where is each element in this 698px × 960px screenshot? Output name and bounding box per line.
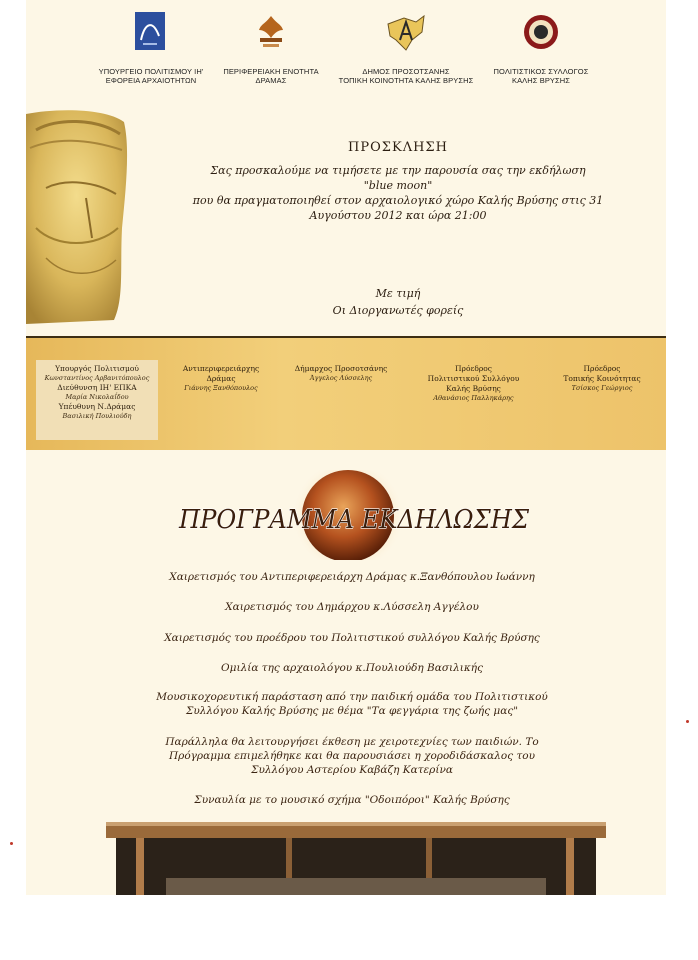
logo-caption-line2: ΚΑΛΗΣ ΒΡΥΣΗΣ <box>511 76 571 85</box>
program-item <box>92 793 612 807</box>
program-item-line: Χαιρετισμός του Αντιπεριφερειάρχη Δράμας κ.Ξανθόπουλου Ιωάννη <box>169 571 535 583</box>
program-item-line: Συλλόγου Αστερίου Καβάζη Κατερίνα <box>251 764 453 776</box>
official-name: Κωνσταντίνος Αρβανιτόπουλος <box>44 374 150 382</box>
program-item-line: Μουσικοχορευτική παράσταση από την παιδική ομάδα του Πολιτιστικού <box>156 691 548 703</box>
logo-caption-line1: ΔΗΜΟΣ ΠΡΟΣΟΤΣΑΝΗΣ <box>362 67 450 76</box>
official-role: Καλής Βρύσης <box>446 384 501 393</box>
ministry-culture-logo-icon <box>131 10 171 56</box>
regional-unit-logo-icon <box>251 10 291 56</box>
official-name: Γιάννης Ξανθόπουλος <box>184 384 258 392</box>
officials-band <box>26 336 666 450</box>
logo-caption-line1: ΠΕΡΙΦΕΡΕΙΑΚΗ ΕΝΟΤΗΤΑ <box>223 67 319 76</box>
program-item <box>92 690 612 718</box>
program-item-line: Παράλληλα θα λειτουργήσει έκθεση με χειροτεχνίες των παιδιών. Το <box>165 736 539 748</box>
official-column <box>281 364 401 383</box>
official-role: Πρόεδρος <box>583 364 621 373</box>
logo-caption-line1: ΥΠΟΥΡΓΕΙΟ ΠΟΛΙΤΙΣΜΟΥ ΙΗ' <box>98 67 204 76</box>
logo-municipality <box>331 10 481 85</box>
program-item-line: Συναυλία με το μουσικό σχήμα "Οδοιπόροι" Καλής Βρύσης <box>194 794 510 806</box>
official-role: Τοπικής Κοινότητας <box>563 374 641 383</box>
official-role: Πρόεδρος <box>455 364 492 373</box>
official-role: Δήμαρχος Προσοτσάνης <box>294 364 388 373</box>
municipality-logo-icon <box>386 10 426 56</box>
invitation-sheet <box>26 0 666 895</box>
program-item <box>92 735 612 777</box>
official-role: Δράμας <box>206 374 236 383</box>
program-item-line: Χαιρετισμός του προέδρου του Πολιτιστικού συλλόγου Καλής Βρύσης <box>164 632 540 644</box>
logo-regional-unit <box>196 10 346 85</box>
program-item <box>92 631 612 645</box>
official-column <box>411 364 536 403</box>
closing-line: Με τιμή <box>375 287 421 300</box>
program-item <box>92 661 612 675</box>
program-item <box>92 600 612 614</box>
official-name: Άγγελος Λύσσελης <box>309 374 373 382</box>
official-role: Πολιτιστικού Συλλόγου <box>427 374 520 383</box>
official-name: Μαρία Νικολαΐδου <box>65 393 129 401</box>
program-item-line: Πρόγραμμα επιμελήθηκε και θα παρουσιάσει η χοροδιδάσκαλος του <box>169 750 535 762</box>
invitation-title: ΠΡΟΣΚΛΗΣΗ <box>348 140 448 155</box>
signature-block <box>130 285 666 319</box>
logo-caption-line1: ΠΟΛΙΤΙΣΤΙΚΟΣ ΣΥΛΛΟΓΟΣ <box>493 67 589 76</box>
invitation-line: που θα πραγματοποιηθεί στον αρχαιολογικό χώρο Καλής Βρύσης στις 31 <box>192 194 604 207</box>
official-column <box>546 364 658 393</box>
program-item-line: Ομιλία της αρχαιολόγου κ.Πουλιούδη Βασιλικής <box>221 662 483 674</box>
scan-speck <box>686 720 689 723</box>
program-item-line: Συλλόγου Καλής Βρύσης με θέμα "Τα φεγγάρια της ζωής μας" <box>185 705 519 717</box>
invitation-text <box>130 140 666 223</box>
logo-caption-line2: ΤΟΠΙΚΗ ΚΟΙΝΟΤΗΤΑ ΚΑΛΗΣ ΒΡΥΣΗΣ <box>338 76 474 85</box>
scan-speck <box>10 842 13 845</box>
logo-caption-line2: ΕΦΟΡΕΙΑ ΑΡΧΑΙΟΤΗΤΩΝ <box>105 76 197 85</box>
official-name: Βασιλική Πουλιούδη <box>62 412 132 420</box>
program-title-banner <box>26 470 666 560</box>
organizers-line: Οι Διοργανωτές φορείς <box>332 304 464 317</box>
official-role: Διεύθυνση ΙΗ' ΕΠΚΑ <box>57 383 137 392</box>
logo-caption-line2: ΔΡΑΜΑΣ <box>255 76 287 85</box>
invitation-line: Αυγούστου 2012 και ώρα 21:00 <box>309 209 487 222</box>
program-item <box>92 570 612 584</box>
official-name: Τσίσκος Γεώργιος <box>571 384 633 392</box>
event-name: "blue moon" <box>363 179 433 192</box>
cultural-association-seal-icon <box>521 10 561 56</box>
header-logos <box>26 0 666 100</box>
program-item-line: Χαιρετισμός του Δημάρχου κ.Λύσσελη Αγγέλου <box>225 601 479 613</box>
officials-box <box>36 360 158 440</box>
stone-bust-image <box>26 108 130 324</box>
archaeological-shelter-image <box>106 818 606 895</box>
official-column <box>166 364 276 393</box>
official-role: Υπέυθυνη Ν.Δράμας <box>58 402 136 411</box>
official-role: Αντιπεριφερειάρχης <box>182 364 260 373</box>
official-name: Αθανάσιος Παλληκάρης <box>433 394 514 402</box>
invitation-line: Σας προσκαλούμε να τιμήσετε με την παρουσία σας την εκδήλωση <box>210 164 586 177</box>
official-role: Υπουργός Πολιτισμού <box>55 364 139 373</box>
program-title: ΠΡΟΓΡΑΜΜΑ ΕΚΔΗΛΩΣΗΣ <box>178 505 530 535</box>
logo-cultural-association <box>466 10 616 85</box>
